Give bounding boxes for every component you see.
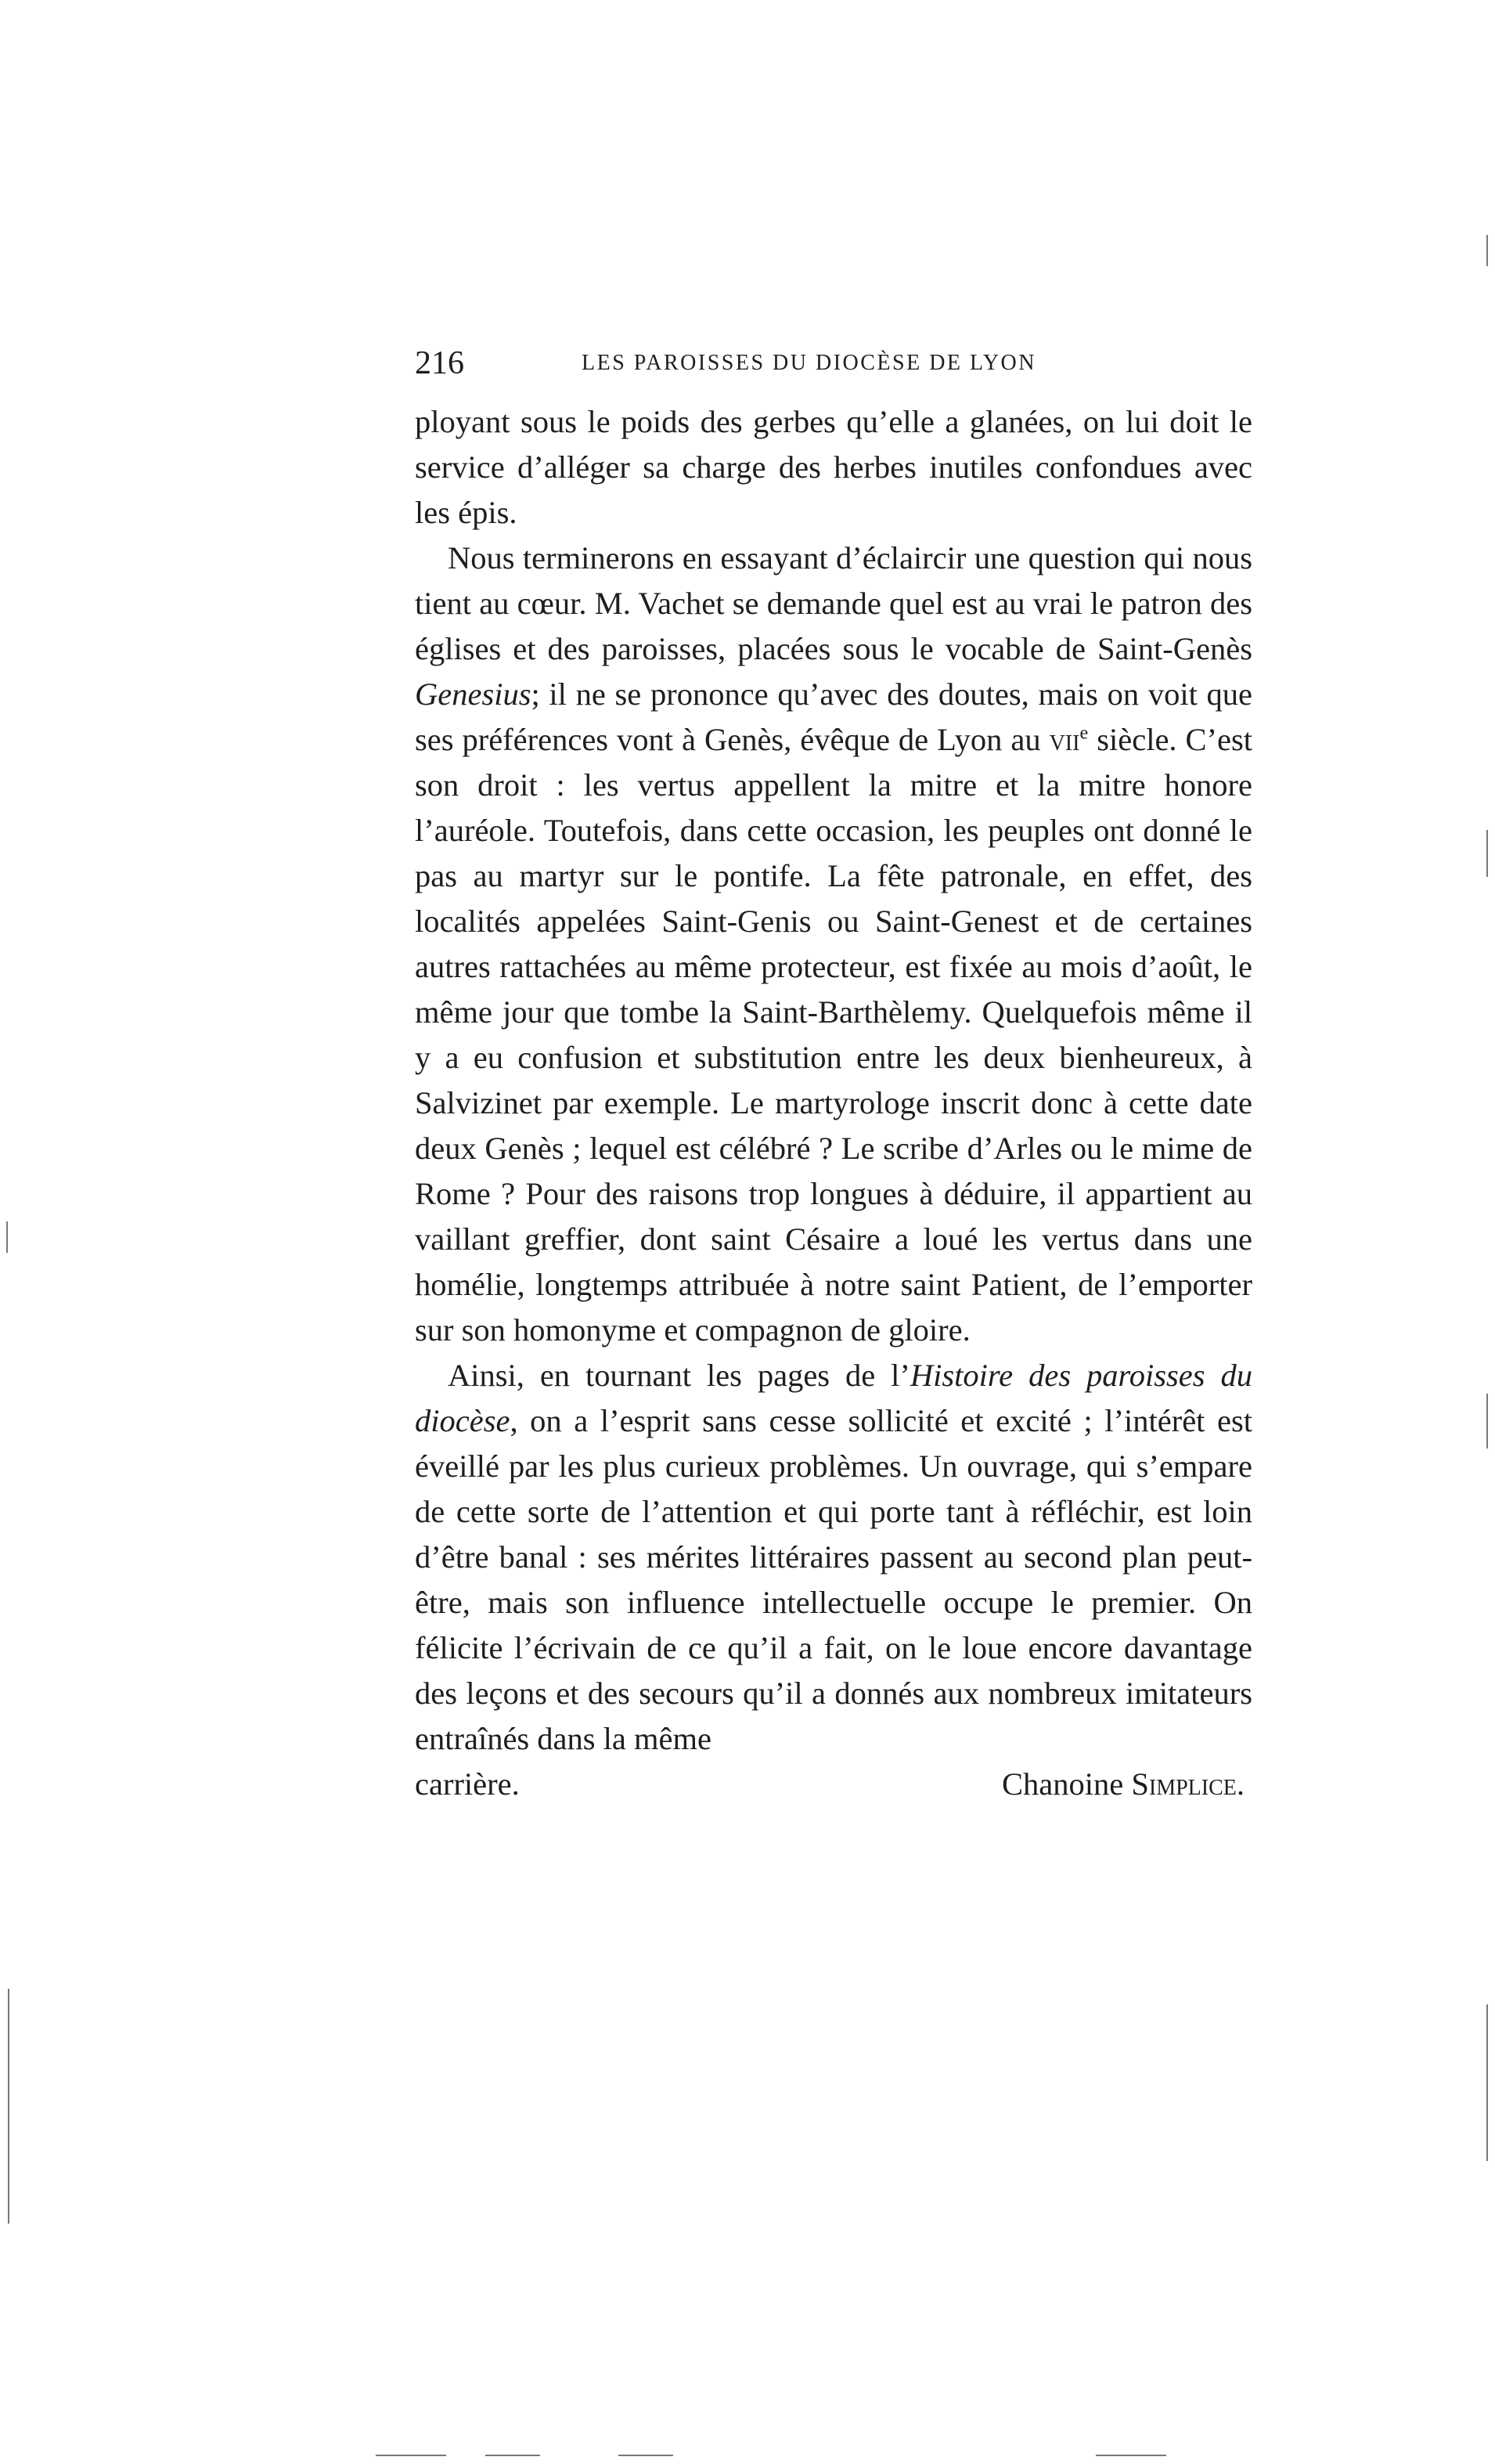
scan-edge-mark bbox=[1486, 1394, 1488, 1448]
century-suffix: e bbox=[1079, 722, 1089, 744]
century-numeral: vii bbox=[1049, 722, 1080, 757]
running-title: LES PAROISSES DU DIOCÈSE DE LYON bbox=[582, 351, 1036, 375]
text-span: , on a l’esprit sans cesse sollicité et excité ; l’intérêt est éveillé par les plus curieux problèmes. Un ouvrage, qui s’empare de cette sorte de l’attention et qui porte tant à réfléchir, est loin d’être banal : ses mérites littéraires passent au second plan peut-être, mais son influence intellectuelle occupe le premier. On félicite l’écrivain de ce qu’il a fait, on le loue encore davantage des leçons et des secours qu’il a donnés aux nombreux imitateurs entraînés dans la même bbox=[415, 1403, 1252, 1756]
closing-line bbox=[415, 1762, 1252, 1807]
paragraph-genes-question bbox=[415, 536, 1252, 1353]
book-page bbox=[415, 345, 1252, 1807]
running-head bbox=[415, 345, 1252, 399]
scan-edge-mark bbox=[1486, 235, 1488, 266]
text-span: ; il ne se prononce qu’avec des doutes, mais on voit que ses préférences vont à Genès, évêque de Lyon au bbox=[415, 676, 1252, 757]
scan-edge-mark bbox=[485, 2455, 540, 2456]
last-word: carrière. bbox=[415, 1766, 520, 1802]
signature-name: Simplice. bbox=[1131, 1766, 1245, 1802]
scan-edge-mark bbox=[618, 2455, 673, 2456]
scan-edge-mark bbox=[376, 2455, 446, 2456]
page-number: 216 bbox=[415, 345, 464, 381]
paragraph-conclusion bbox=[415, 1353, 1252, 1762]
body-text bbox=[415, 399, 1252, 1807]
text-span: Ainsi, en tournant les pages de l’ bbox=[448, 1358, 910, 1393]
italic-term: Genesius bbox=[415, 676, 531, 712]
scan-edge-mark bbox=[1486, 2004, 1488, 2161]
author-signature bbox=[1002, 1762, 1252, 1807]
scan-edge-mark bbox=[1096, 2455, 1166, 2456]
paragraph-continuation: ployant sous le poids des gerbes qu’elle a glanées, on lui doit le service d’alléger sa charge des herbes inutiles confondues avec les épis. bbox=[415, 404, 1252, 530]
scan-edge-mark bbox=[6, 1221, 8, 1253]
text-span: siècle. C’est son droit : les vertus appellent la mitre et la mitre honore l’auréole. Toutefois, dans cette occasion, les peuples ont donné le pas au martyr sur le pontife. La fête patronale, en effet, des localités appelées Saint-Genis ou Saint-Genest et de certaines autres rattachées au même protecteur, est fixée au mois d’août, le même jour que tombe la Saint-Barthèlemy. Quelquefois même il y a eu confusion et substitution entre les deux bienheureux, à Salvizinet par exemple. Le martyrologe inscrit donc à cette date deux Genès ; lequel est célébré ? Le scribe d’Arles ou le mime de Rome ? Pour des raisons trop longues à déduire, il appartient au vaillant greffier, dont saint Césaire a loué les vertus dans une homélie, longtemps attribuée à notre saint Patient, de l’emporter sur son homonyme et compagnon de gloire. bbox=[415, 722, 1253, 1347]
text-span: Nous terminerons en essayant d’éclaircir une question qui nous tient au cœur. M. Vachet se demande quel est au vrai le patron des églises et des paroisses, placées sous le vocable de Saint-Genès bbox=[415, 540, 1252, 666]
scan-edge-mark bbox=[8, 1989, 9, 2224]
signature-prefix: Chanoine bbox=[1002, 1766, 1132, 1802]
book-title: Histoire des paroisses du diocèse bbox=[415, 1358, 1252, 1438]
scan-edge-mark bbox=[1486, 830, 1488, 877]
